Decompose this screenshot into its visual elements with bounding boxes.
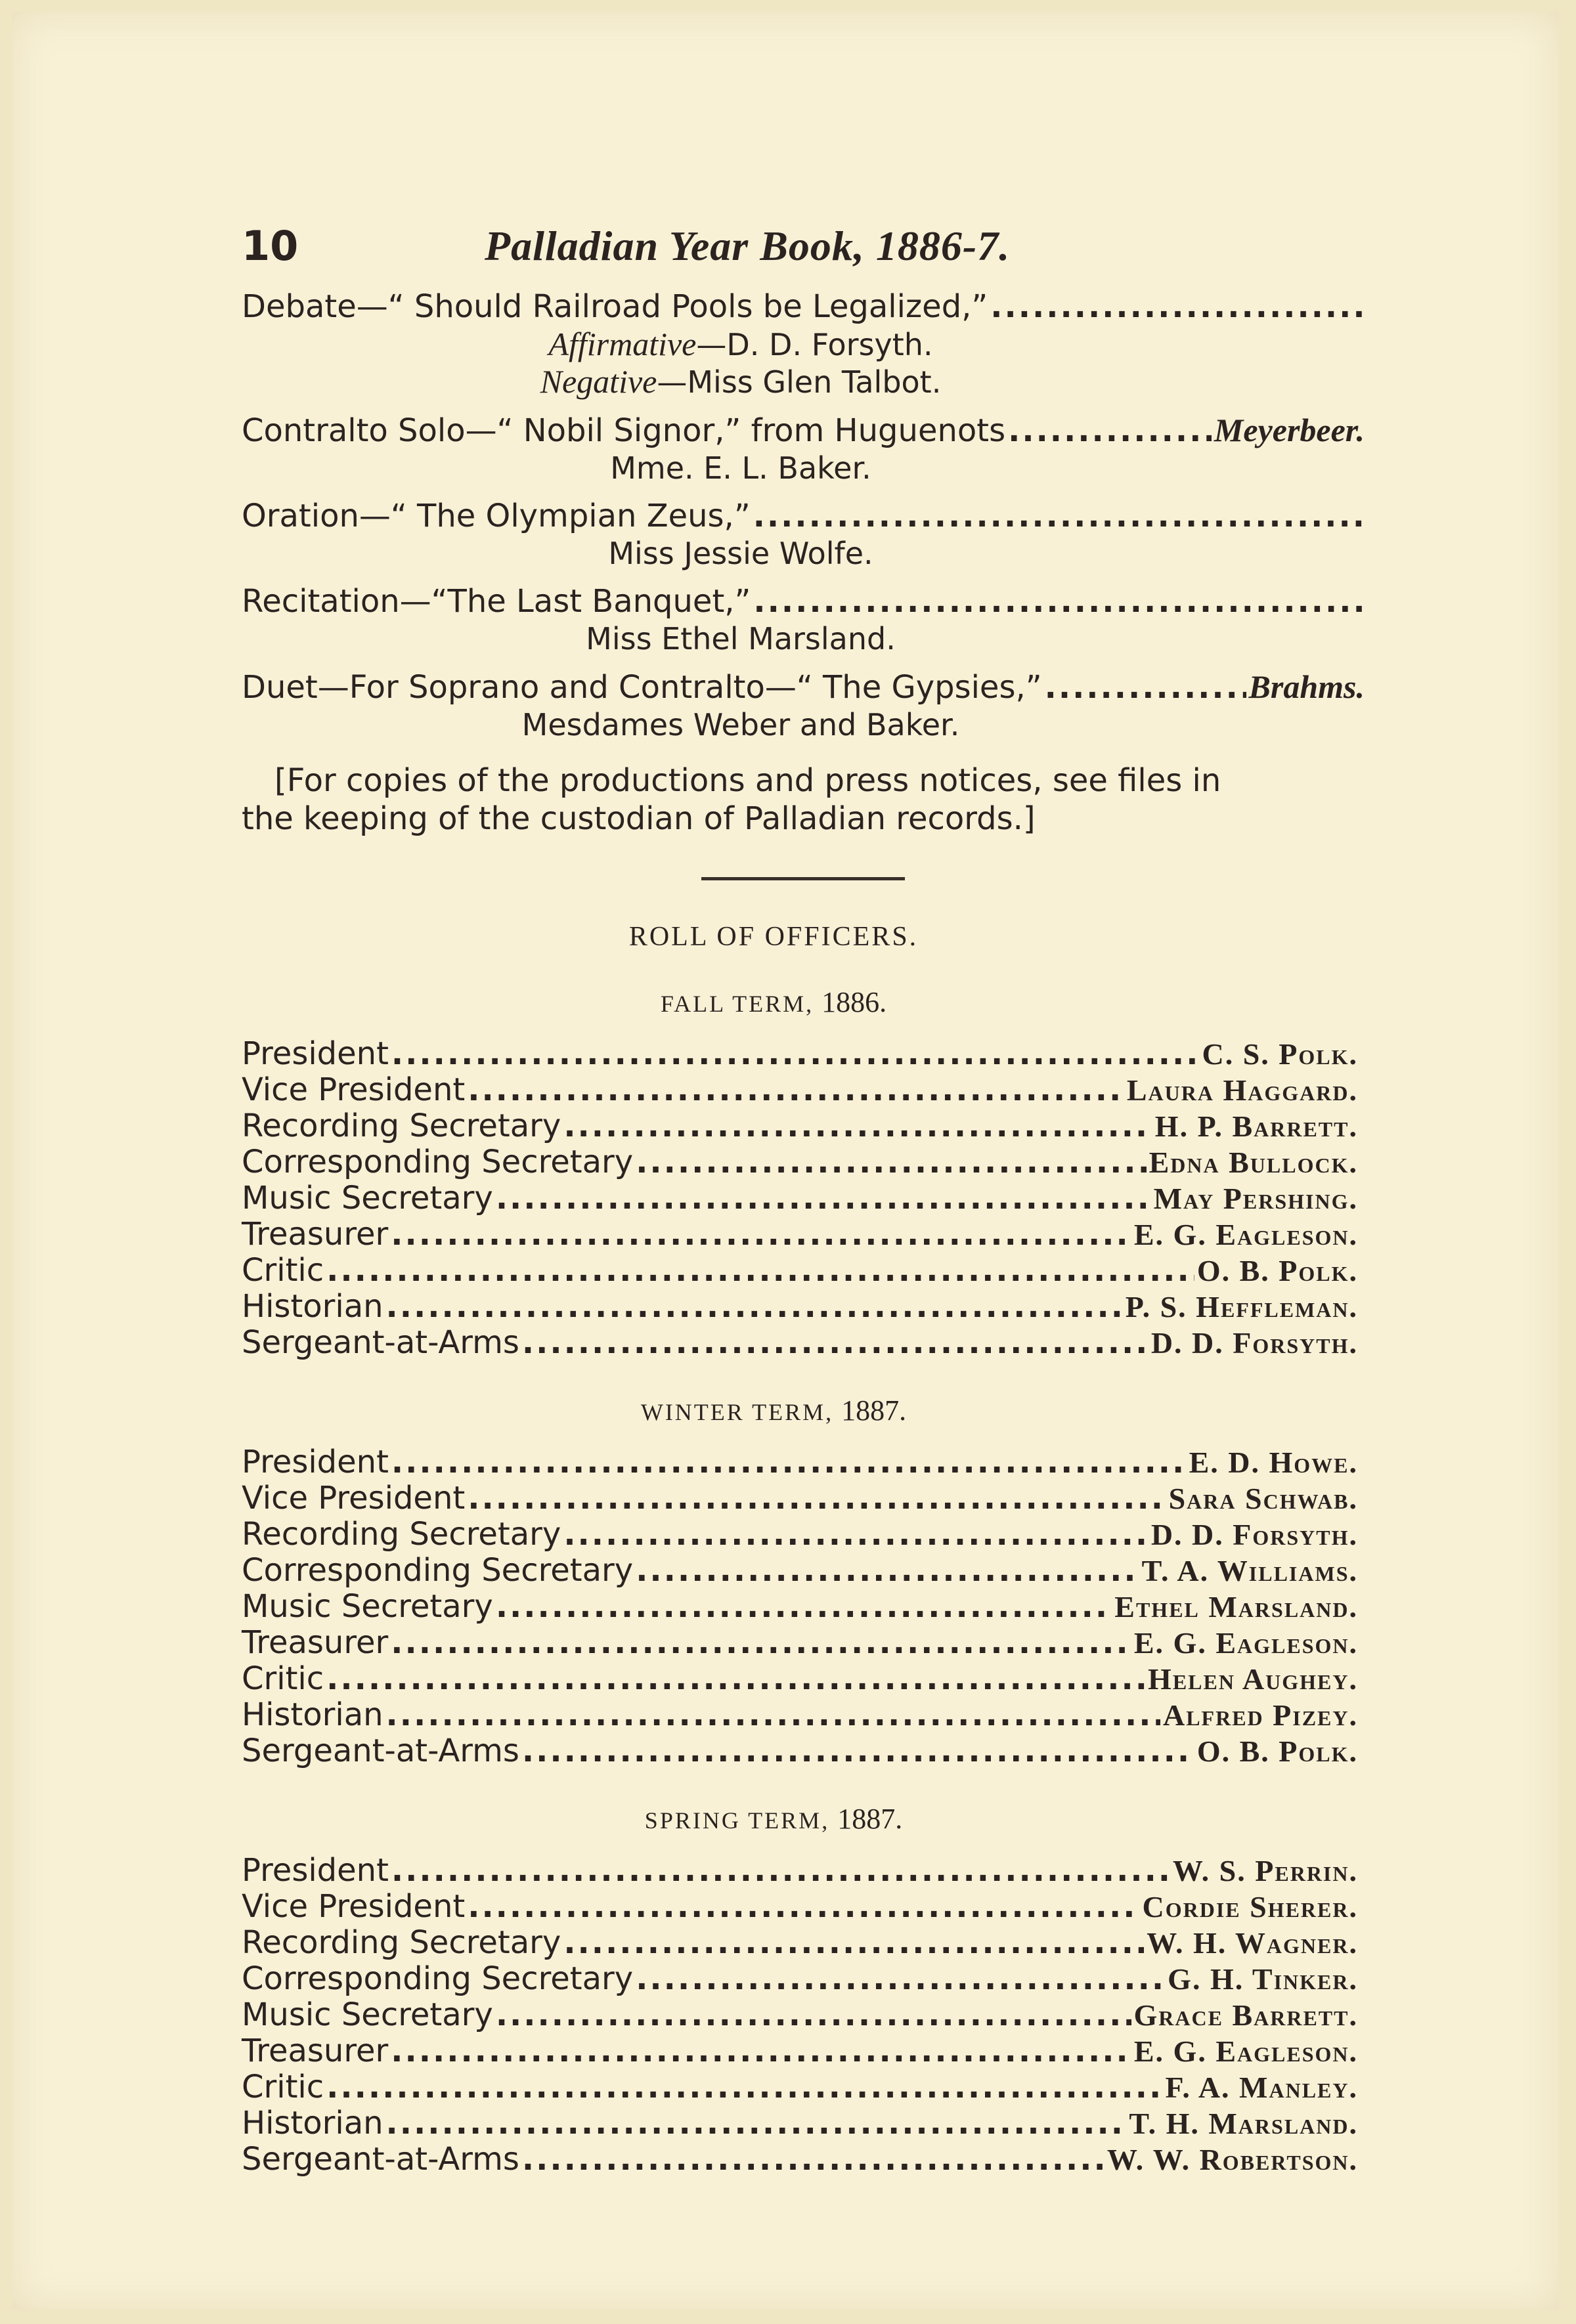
term-year: 1886. [821, 986, 887, 1018]
office-title: Critic [242, 1660, 324, 1697]
note-line: the keeping of the custodian of Palladian records.] [242, 800, 1036, 837]
performer-name: —D. D. Forsyth. [696, 327, 933, 362]
performer-name: Miss Ethel Marsland. [586, 621, 896, 656]
dot-leader [386, 1289, 1123, 1325]
office-title: Sergeant-at-Arms [242, 1732, 519, 1769]
roll-of-officers-heading: ROLL OF OFFICERS. [628, 922, 919, 952]
dot-leader [326, 1661, 1145, 1697]
officer-row [242, 1253, 1358, 1289]
performer-line [242, 535, 1365, 572]
office-title: Music Secretary [242, 1180, 493, 1216]
officer-name: Helen Aughey. [1148, 1662, 1358, 1696]
performer-line [242, 620, 1365, 657]
performer-name: Miss Jessie Wolfe. [608, 536, 873, 571]
officer-name: P. S. Heffleman. [1125, 1290, 1358, 1323]
page-content [242, 222, 1365, 2178]
officer-row [242, 1072, 1358, 1108]
office-title: President [242, 1444, 389, 1480]
officer-name: E. G. Eagleson. [1133, 2034, 1358, 2068]
officer-row [242, 1997, 1358, 2033]
office-title: President [242, 1035, 389, 1072]
program-item [242, 288, 1365, 400]
page-number: 10 [242, 222, 299, 270]
office-title: Recording Secretary [242, 1516, 561, 1553]
dot-leader [636, 1961, 1165, 1997]
book-page [12, 12, 1559, 2310]
dot-leader [496, 1997, 1131, 2033]
officer-name: W. W. Robertson. [1106, 2143, 1358, 2176]
dot-leader [990, 288, 1362, 326]
dot-leader [391, 1036, 1200, 1072]
office-title: Recording Secretary [242, 1108, 561, 1144]
officer-name: W. H. Wagner. [1147, 1926, 1358, 1960]
officer-row [242, 1961, 1358, 1997]
officer-list [242, 1853, 1358, 2178]
office-title: Music Secretary [242, 1588, 493, 1625]
program-line [242, 411, 1365, 450]
dot-leader [326, 2069, 1162, 2105]
performer-line [242, 450, 1365, 486]
dot-leader [636, 1553, 1139, 1589]
officer-row [242, 1144, 1358, 1180]
officer-row [242, 1289, 1358, 1325]
officer-name: Cordie Sherer. [1142, 1890, 1358, 1924]
officer-name: T. A. Williams. [1141, 1554, 1358, 1587]
term-heading [242, 1802, 1365, 1836]
dot-leader [391, 1625, 1131, 1661]
officer-name: Sara Schwab. [1168, 1482, 1358, 1515]
officer-row [242, 2141, 1358, 2178]
office-title: Historian [242, 1696, 383, 1733]
dot-leader [496, 1589, 1112, 1625]
office-title: Corresponding Secretary [242, 1552, 634, 1589]
dot-leader [386, 1697, 1160, 1733]
term-heading [242, 985, 1365, 1019]
officer-row [242, 2069, 1358, 2105]
dot-leader [326, 1253, 1194, 1289]
officer-terms [242, 985, 1365, 2178]
office-title: Critic [242, 2069, 324, 2105]
performer-name: —Miss Glen Talbot. [657, 364, 942, 400]
office-title: Sergeant-at-Arms [242, 2141, 519, 2178]
term-year: 1887. [841, 1394, 907, 1427]
page-header [242, 222, 1365, 288]
dot-leader [391, 1444, 1187, 1480]
officer-name: Laura Haggard. [1126, 1073, 1358, 1107]
officer-row [242, 1853, 1358, 1889]
office-title: Vice President [242, 1071, 466, 1108]
officer-row [242, 1625, 1358, 1661]
officer-name: F. A. Manley. [1165, 2071, 1358, 2104]
officer-row [242, 1108, 1358, 1144]
performer-line [242, 706, 1365, 743]
officer-row [242, 1553, 1358, 1589]
officer-name: May Pershing. [1153, 1182, 1358, 1215]
officer-row [242, 1180, 1358, 1216]
office-title: Recording Secretary [242, 1924, 561, 1961]
side-label: Affirmative [548, 326, 697, 362]
program-list [242, 288, 1365, 743]
program-item [242, 411, 1365, 486]
officer-name: O. B. Polk. [1196, 1254, 1358, 1287]
term-name: SPRING TERM, [644, 1807, 830, 1834]
office-title: Corresponding Secretary [242, 1144, 634, 1180]
officer-row [242, 1733, 1358, 1769]
program-item [242, 582, 1365, 657]
officer-name: H. P. Barrett. [1154, 1109, 1358, 1143]
dot-leader [522, 1733, 1194, 1769]
office-title: Vice President [242, 1888, 466, 1925]
program-title: Recitation—“The Last Banquet,” [242, 583, 751, 620]
dot-leader [563, 1925, 1144, 1961]
section-divider [701, 877, 905, 880]
officer-name: D. D. Forsyth. [1150, 1326, 1358, 1360]
performer-line [242, 326, 1365, 363]
dot-leader [391, 1216, 1131, 1253]
office-title: Critic [242, 1252, 324, 1289]
program-line [242, 582, 1365, 620]
program-item [242, 497, 1365, 572]
dot-leader [386, 2105, 1127, 2141]
dot-leader [522, 1325, 1149, 1361]
performer-name: Mme. E. L. Baker. [610, 450, 871, 486]
term-name: WINTER TERM, [640, 1399, 834, 1425]
term-heading [242, 1394, 1365, 1427]
office-title: Treasurer [242, 1624, 389, 1661]
office-title: Sergeant-at-Arms [242, 1324, 519, 1361]
officer-row [242, 1517, 1358, 1553]
office-title: Music Secretary [242, 1996, 493, 2033]
dot-leader [563, 1108, 1152, 1144]
composer-name: Meyerbeer. [1214, 412, 1365, 448]
program-item [242, 668, 1365, 743]
side-label: Negative [540, 363, 657, 400]
officer-row [242, 1661, 1358, 1697]
dot-leader [1045, 668, 1246, 706]
office-title: President [242, 1852, 389, 1889]
officer-row [242, 1697, 1358, 1733]
program-line [242, 288, 1365, 326]
officer-name: E. G. Eagleson. [1133, 1626, 1358, 1660]
composer-name: Brahms. [1248, 668, 1365, 705]
office-title: Corresponding Secretary [242, 1960, 634, 1997]
dot-leader [391, 2033, 1131, 2069]
program-title: Oration—“ The Olympian Zeus,” [242, 498, 751, 534]
office-title: Historian [242, 1288, 383, 1325]
dot-leader [468, 1889, 1139, 1925]
program-title: Contralto Solo—“ Nobil Signor,” from Huguenots [242, 412, 1006, 449]
officer-row [242, 1216, 1358, 1253]
officer-name: Ethel Marsland. [1114, 1590, 1358, 1624]
program-line [242, 497, 1365, 535]
dot-leader [753, 582, 1362, 620]
officer-row [242, 1036, 1358, 1072]
officer-name: Alfred Pizey. [1162, 1698, 1358, 1732]
officer-name: C. S. Polk. [1202, 1037, 1358, 1071]
performer-line [242, 363, 1365, 400]
office-title: Treasurer [242, 2033, 389, 2069]
program-title: Duet—For Soprano and Contralto—“ The Gypsies,” [242, 669, 1042, 706]
officer-row [242, 1925, 1358, 1961]
officer-row [242, 2105, 1358, 2141]
officer-row [242, 1889, 1358, 1925]
performer-name: Mesdames Weber and Baker. [521, 707, 960, 742]
term-year: 1887. [837, 1803, 903, 1835]
office-title: Vice President [242, 1480, 466, 1517]
running-title: Palladian Year Book, 1886-7. [485, 223, 1011, 269]
officer-list [242, 1036, 1358, 1361]
program-title: Debate—“ Should Railroad Pools be Legalized,” [242, 288, 988, 325]
dot-leader [468, 1480, 1166, 1517]
officer-row [242, 1325, 1358, 1361]
program-line [242, 668, 1365, 706]
dot-leader [468, 1072, 1124, 1108]
officer-name: Grace Barrett. [1133, 1998, 1358, 2032]
officer-name: W. S. Perrin. [1172, 1854, 1358, 1887]
dot-leader [522, 2141, 1105, 2178]
dot-leader [391, 1853, 1170, 1889]
officer-row [242, 1480, 1358, 1517]
dot-leader [1008, 412, 1212, 450]
officer-row [242, 2033, 1358, 2069]
officer-name: Edna Bullock. [1149, 1146, 1358, 1179]
officer-row [242, 1444, 1358, 1480]
officer-name: O. B. Polk. [1196, 1734, 1358, 1768]
dot-leader [563, 1517, 1149, 1553]
term-name: FALL TERM, [660, 991, 814, 1017]
officer-name: E. G. Eagleson. [1133, 1218, 1358, 1251]
dot-leader [636, 1144, 1146, 1180]
office-title: Treasurer [242, 1216, 389, 1253]
office-title: Historian [242, 2105, 383, 2141]
officer-name: T. H. Marsland. [1129, 2107, 1358, 2140]
dot-leader [753, 497, 1362, 535]
officer-name: D. D. Forsyth. [1150, 1518, 1358, 1551]
officer-list [242, 1444, 1358, 1769]
officer-row [242, 1589, 1358, 1625]
officer-name: E. D. Howe. [1189, 1446, 1358, 1479]
dot-leader [496, 1180, 1151, 1216]
officer-name: G. H. Tinker. [1168, 1962, 1358, 1996]
note-line: [For copies of the productions and press notices, see files in [274, 762, 1221, 799]
records-note [242, 762, 1358, 838]
